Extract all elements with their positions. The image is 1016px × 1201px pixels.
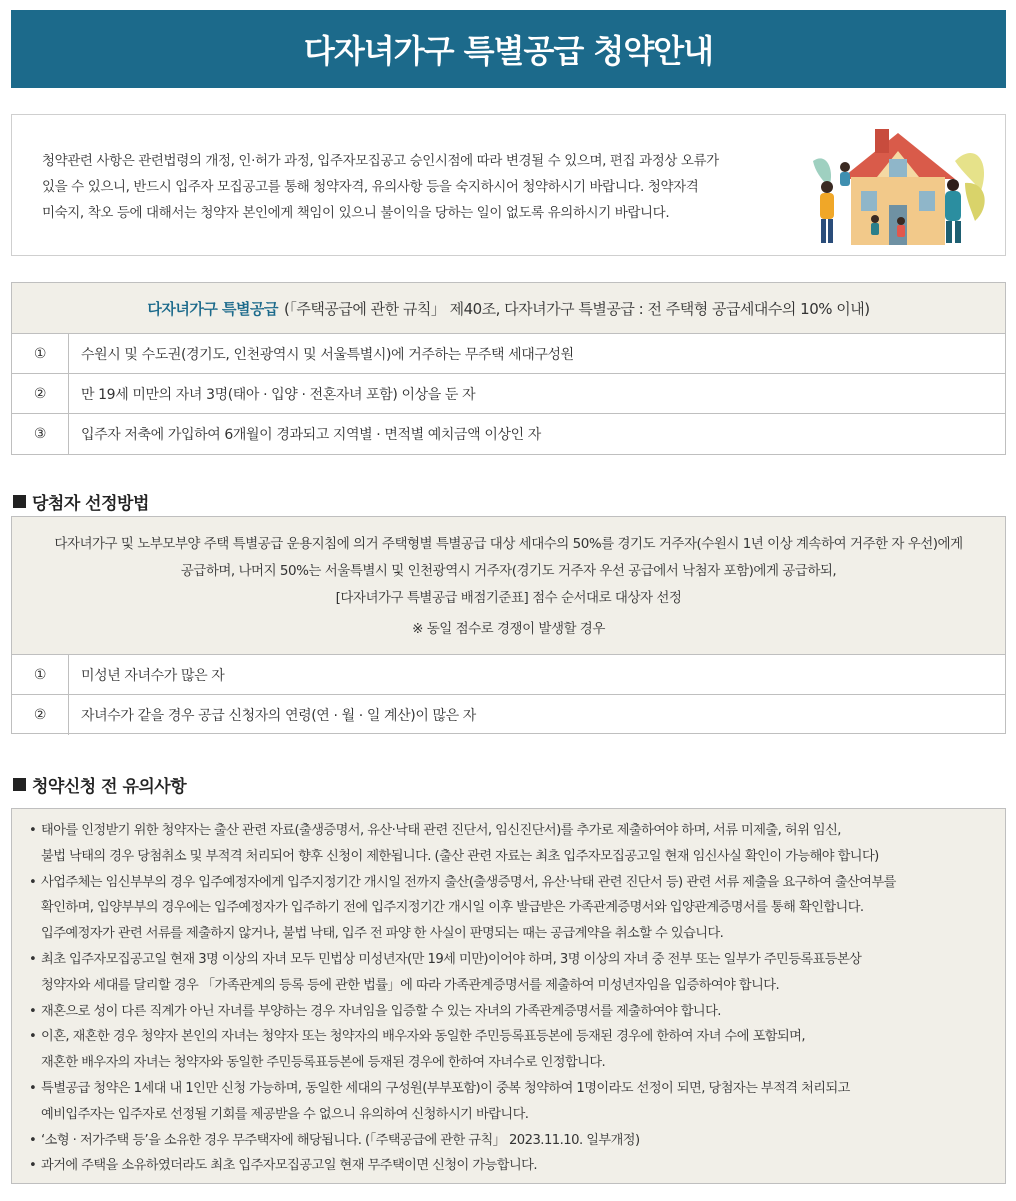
list-item-line: 특별공급 청약은 1세대 내 1인만 신청 가능하며, 동일한 세대의 구성원(부부포함)이 중복 청약하여 1명이라도 선정이 되면, 당첨자는 부적격 처리되고 (41, 1080, 850, 1096)
notice-line: 있을 수 있으니, 반드시 입주자 모집공고를 통해 청약자격, 유의사항 등을 숙지하시어 청약하시기 바랍니다. 청약자격 (42, 179, 699, 195)
cautions-heading-text: 청약신청 전 유의사항 (32, 777, 187, 797)
list-item-line: 확인하며, 입양부부의 경우에는 입주예정자가 입주하기 전에 입주지정기간 개시일 이후 발급받은 가족관계증명서와 입양관계증명서를 통해 확인합니다. (41, 900, 864, 916)
list-item (29, 1024, 1005, 1076)
square-bullet-icon (13, 778, 26, 791)
list-item (29, 870, 1005, 947)
list-item-line: ‘소형 · 저가주택 등’을 소유한 경우 무주택자에 해당됩니다. (「주택공급에 관한 규칙」 2023.11.10. 일부개정) (41, 1132, 640, 1148)
selection-table (11, 516, 1006, 734)
family-house-illustration (805, 121, 991, 251)
eligibility-header (12, 283, 1005, 334)
list-item-line: 사업주체는 임신부부의 경우 입주예정자에게 입주지정기간 개시일 전까지 출산(출생증명서, 유산·낙태 관련 진단서 등) 관련 서류 제출을 요구하여 출산여부를 (41, 874, 896, 890)
selection-line: 다자녀가구 및 노부모부양 주택 특별공급 운용지침에 의거 주택형별 특별공급 대상 세대수의 50%를 경기도 거주자(수원시 1년 이상 계속하여 거주한 자 우선)에게 (54, 536, 963, 552)
row-text: 자녀수가 같을 경우 공급 신청자의 연령(연 · 월 · 일 계산)이 많은 자 (81, 708, 476, 724)
table-row (12, 374, 1005, 414)
selection-heading-text: 당첨자 선정방법 (32, 494, 149, 514)
notice-line: 미숙지, 착오 등에 대해서는 청약자 본인에게 책임이 있으니 불이익을 당하는 일이 없도록 유의하시기 바랍니다. (42, 205, 670, 221)
cautions-box (11, 808, 1006, 1184)
bullet-icon: • (29, 1132, 37, 1148)
list-item-line: 최초 입주자모집공고일 현재 3명 이상의 자녀 모두 민법상 미성년자(만 19세 미만)이어야 하며, 3명 이상의 자녀 중 전부 또는 일부가 주민등록표등본상 (41, 951, 862, 967)
list-item (29, 999, 1005, 1025)
eligibility-title: 다자녀가구 특별공급 (147, 299, 279, 318)
selection-description (12, 517, 1005, 655)
row-text: 수원시 및 수도권(경기도, 인천광역시 및 서울특별시)에 거주하는 무주택 세대구성원 (81, 346, 574, 363)
row-text: 입주자 저축에 가입하여 6개월이 경과되고 지역별 · 면적별 예치금액 이상인 자 (81, 427, 541, 443)
bullet-icon: • (29, 1003, 37, 1019)
page-title: 다자녀가구 특별공급 청약안내 (303, 32, 714, 70)
list-item (29, 947, 1005, 999)
list-item-line: 태아를 인정받기 위한 청약자는 출산 관련 자료(출생증명서, 유산·낙태 관련 진단서, 임신진단서)를 추가로 제출하여야 하며, 서류 미제출, 허위 임신, (41, 823, 841, 838)
list-item (29, 818, 1005, 870)
row-number: ③ (12, 414, 69, 454)
eligibility-table (11, 282, 1006, 455)
selection-line: [다자녀가구 특별공급 배점기준표] 점수 순서대로 대상자 선정 (335, 590, 682, 606)
list-item-line: 재혼으로 성이 다른 직계가 아닌 자녀를 부양하는 경우 자녀임을 입증할 수 있는 자녀의 가족관계증명서를 제출하여야 합니다. (41, 1003, 721, 1019)
list-item-line: 이혼, 재혼한 경우 청약자 본인의 자녀는 청약자 또는 청약자의 배우자와 동일한 주민등록표등본에 등재된 경우에 한하여 자녀 수에 포함되며, (41, 1029, 805, 1045)
list-item-line: 청약자와 세대를 달리할 경우 「가족관계의 등록 등에 관한 법률」에 따라 가족관계증명서를 제출하여 미성년자임을 입증하여야 합니다. (41, 977, 780, 993)
list-item-line: 재혼한 배우자의 자녀는 청약자와 동일한 주민등록표등본에 등재된 경우에 한하여 자녀수로 인정합니다. (41, 1055, 606, 1071)
bullet-icon: • (29, 823, 37, 838)
list-item (29, 1128, 1005, 1154)
row-number: ② (12, 695, 69, 735)
row-text: 만 19세 미만의 자녀 3명(태아 · 입양 · 전혼자녀 포함) 이상을 둔 자 (81, 386, 476, 403)
list-item (29, 1076, 1005, 1128)
list-item-line: 과거에 주택을 소유하였더라도 최초 입주자모집공고일 현재 무주택이면 신청이 가능합니다. (41, 1158, 537, 1174)
selection-heading (13, 489, 149, 514)
notice-text (42, 148, 782, 226)
list-item-line: 입주예정자가 관련 서류를 제출하지 않거나, 불법 낙태, 입주 전 파양 한 사실이 판명되는 때는 공급계약을 취소할 수 있습니다. (41, 926, 724, 942)
bullet-icon: • (29, 1029, 37, 1045)
notice-line: 청약관련 사항은 관련법령의 개정, 인·허가 과정, 입주자모집공고 승인시점에 따라 변경될 수 있으며, 편집 과정상 오류가 (42, 153, 719, 169)
list-item (29, 1153, 1005, 1179)
bullet-icon: • (29, 874, 37, 890)
table-row (12, 695, 1005, 735)
bullet-icon: • (29, 1080, 37, 1096)
eligibility-subtitle: (「주택공급에 관한 규칙」 제40조, 다자녀가구 특별공급 : 전 주택형 공급세대수의 10% 이내) (284, 299, 870, 318)
list-item-line: 불법 낙태의 경우 당첨취소 및 부적격 처리되어 향후 신청이 제한됩니다. (출산 관련 자료는 최초 입주자모집공고일 현재 임신사실 확인이 가능해야 합니다) (41, 848, 879, 864)
selection-line: 공급하며, 나머지 50%는 서울특별시 및 인천광역시 거주자(경기도 거주자 우선 공급에서 낙첨자 포함)에게 공급하되, (180, 563, 837, 579)
title-banner (11, 10, 1006, 88)
table-row (12, 414, 1005, 454)
row-number: ① (12, 334, 69, 373)
bullet-icon: • (29, 1158, 37, 1174)
bullet-icon: • (29, 951, 37, 967)
row-number: ① (12, 655, 69, 694)
row-text: 미성년 자녀수가 많은 자 (81, 667, 225, 684)
table-row (12, 655, 1005, 695)
square-bullet-icon (13, 495, 26, 508)
list-item-line: 예비입주자는 입주자로 선정될 기회를 제공받을 수 없으니 유의하여 신청하시기 바랍니다. (41, 1106, 529, 1122)
selection-line: ※ 동일 점수로 경쟁이 발생할 경우 (412, 621, 605, 637)
cautions-heading (13, 772, 186, 797)
table-row (12, 334, 1005, 374)
notice-box (11, 114, 1006, 256)
row-number: ② (12, 374, 69, 413)
